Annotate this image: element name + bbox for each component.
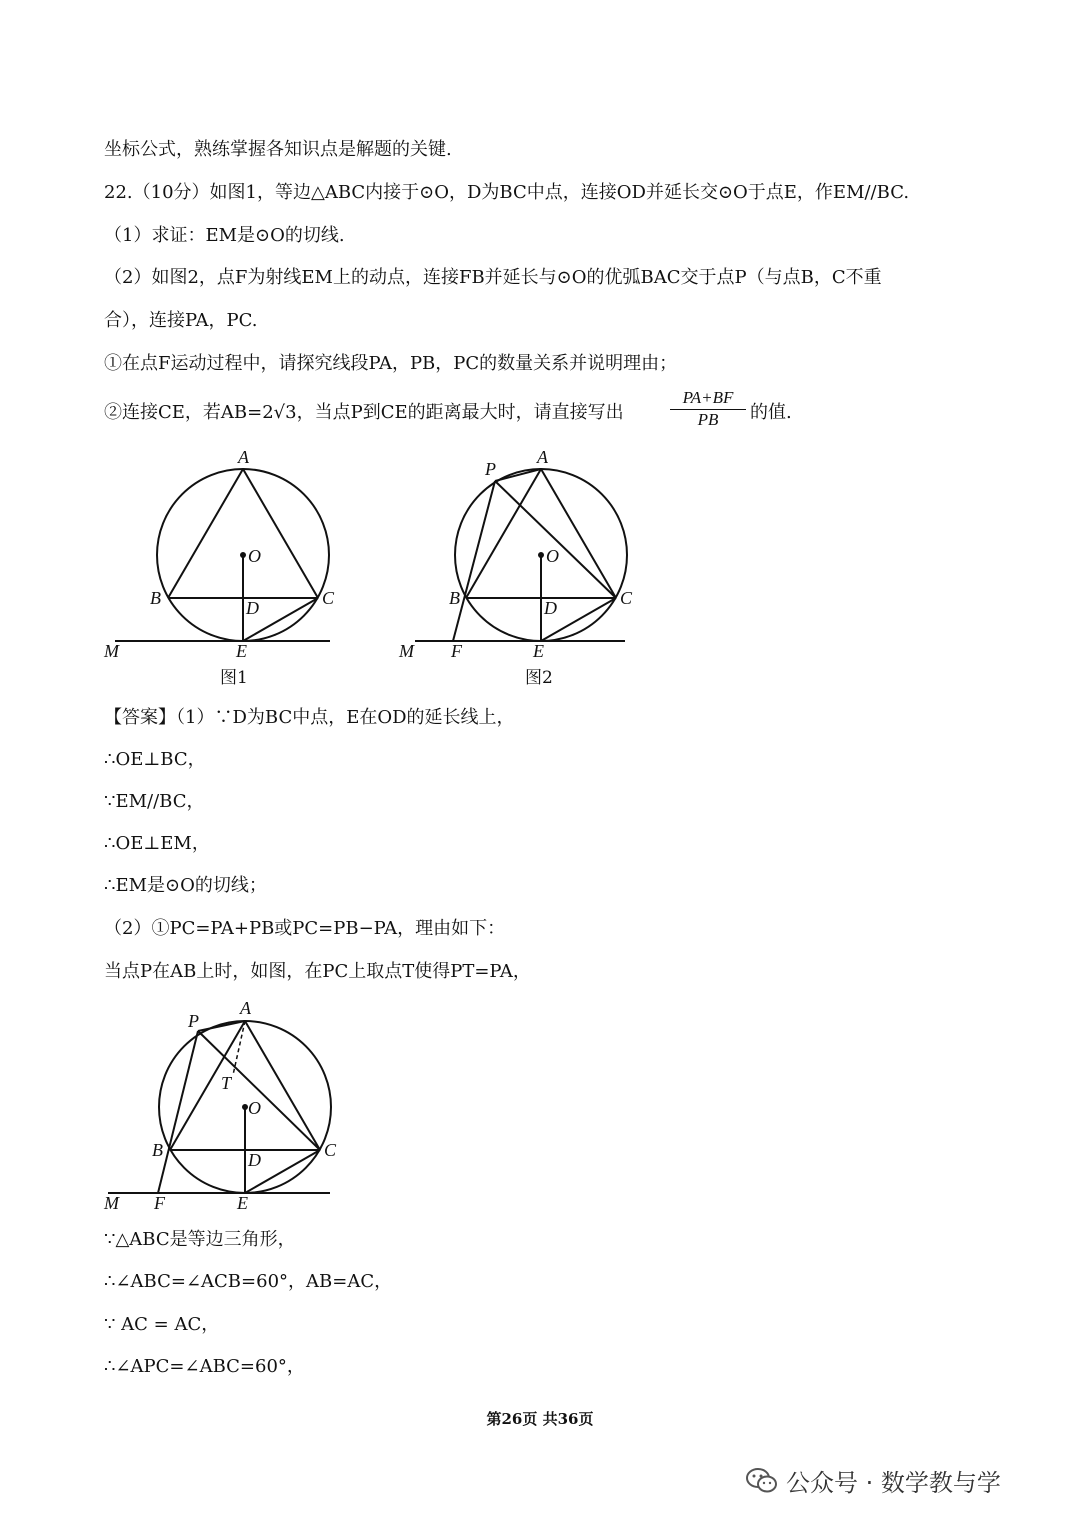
figure-1-caption: 图1 — [220, 668, 248, 688]
label-e: E — [237, 1193, 248, 1213]
label-d: D — [544, 598, 557, 618]
label-f: F — [154, 1193, 165, 1213]
problem-part-2-cont: 合），连接PA，PC. — [104, 310, 258, 331]
figure-2 — [395, 445, 655, 695]
sub-question-2-end: 的值. — [750, 402, 792, 423]
label-a: A — [238, 447, 249, 467]
answer-line: 当点P在AB上时，如图，在PC上取点T使得PT=PA， — [104, 961, 531, 982]
label-m: M — [104, 1193, 119, 1213]
label-e: E — [533, 641, 544, 661]
label-o: O — [248, 1098, 261, 1118]
sub-question-1: ①在点F运动过程中，请探究线段PA，PB，PC的数量关系并说明理由； — [104, 353, 678, 374]
fraction — [670, 388, 746, 430]
wechat-icon — [746, 1467, 778, 1501]
label-a: A — [537, 447, 548, 467]
sub-question-2: ②连接CE，若AB=2√3，当点P到CE的距离最大时，请直接写出 — [104, 402, 624, 423]
label-a: A — [240, 998, 251, 1018]
figure-3 — [100, 995, 360, 1215]
answer-line: ∴∠ABC=∠ACB=60°，AB=AC， — [104, 1271, 393, 1292]
label-p: P — [485, 459, 496, 479]
fraction-denominator: PB — [697, 410, 719, 429]
problem-part-2: （2）如图2，点F为射线EM上的动点，连接FB并延长与⊙O的优弧BAC交于点P（与点B，C不重 — [104, 267, 882, 288]
problem-22-stem: 22.（10分）如图1，等边△ABC内接于⊙O，D为BC中点，连接OD并延长交⊙O于点E，作EM//BC. — [104, 182, 910, 203]
label-t: T — [221, 1073, 232, 1093]
label-d: D — [248, 1150, 261, 1170]
label-d: D — [246, 598, 259, 618]
answer-line: ∵ AC = AC， — [104, 1314, 220, 1335]
label-o: O — [248, 546, 261, 566]
label-c: C — [324, 1140, 337, 1160]
label-e: E — [236, 641, 247, 661]
label-b: B — [150, 588, 161, 608]
label-m: M — [399, 641, 414, 661]
label-b: B — [152, 1140, 163, 1160]
label-f: F — [451, 641, 462, 661]
watermark-text: 公众号 · 数学教与学 — [786, 1469, 1001, 1497]
text-line: 坐标公式，熟练掌握各知识点是解题的关键. — [104, 139, 452, 160]
figure-1 — [100, 445, 360, 695]
page-number: 第26页 共36页 — [486, 1410, 594, 1428]
watermark — [746, 1463, 1001, 1501]
label-o: O — [546, 546, 559, 566]
answer-line: ∴EM是⊙O的切线； — [104, 875, 267, 896]
label-b: B — [449, 588, 460, 608]
answer-line: ∴OE⊥BC， — [104, 749, 206, 770]
answer-line: ∴OE⊥EM， — [104, 833, 210, 854]
label-p: P — [188, 1011, 199, 1031]
label-c: C — [620, 588, 633, 608]
label-c: C — [322, 588, 335, 608]
answer-line: （2）①PC=PA+PB或PC=PB−PA，理由如下： — [104, 918, 506, 939]
label-m: M — [104, 641, 119, 661]
problem-part-1: （1）求证：EM是⊙O的切线. — [104, 225, 345, 246]
answer-line: ∴∠APC=∠ABC=60°， — [104, 1356, 305, 1377]
answer-line: 【答案】（1）∵D为BC中点，E在OD的延长线上， — [104, 707, 515, 728]
figure-2-caption: 图2 — [525, 668, 553, 688]
fraction-numerator: PA+BF — [670, 388, 746, 410]
answer-line: ∵EM//BC， — [104, 791, 205, 812]
answer-line: ∵△ABC是等边三角形， — [104, 1229, 296, 1250]
